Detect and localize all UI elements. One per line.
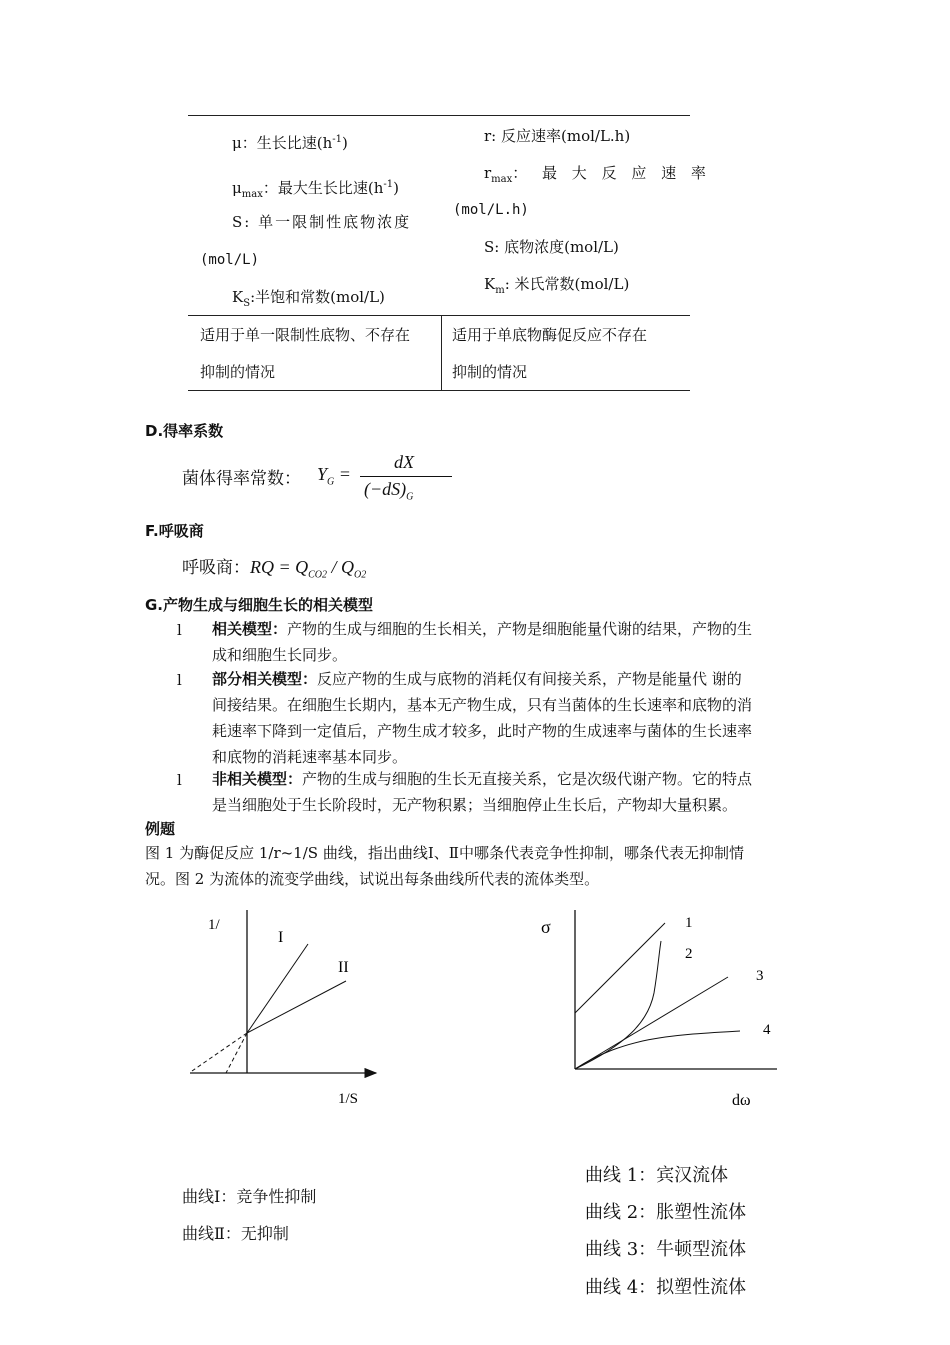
curve-2-dilatant xyxy=(575,941,661,1069)
curve-1-extension xyxy=(226,1033,247,1073)
fig2-curve-4-label: 4 xyxy=(763,1022,771,1038)
table-ks: $K_S$:半饱和常数(mol/L) xyxy=(232,288,385,309)
answer-curve-2-fig1: 曲线Ⅱ：无抑制 xyxy=(182,1224,289,1243)
table-top-rule xyxy=(188,115,690,116)
table-mumax: $\mu_{max}$：最大生长比速$(h^{-1})$ xyxy=(232,179,399,200)
fig2-curve-1-label: 1 xyxy=(685,915,693,931)
answer-curve-2-fig2: 曲线 2：胀塑性流体 xyxy=(585,1202,747,1223)
item-partial: 部分相关模型：反应产物的生成与底物的消耗仅有间接关系，产物是能量代 谢的 间接结果。在细胞生长期内，基本无产物生成，只有当菌体的生长速率和底物的消 耗速率下降到一定值后，产物生成才较多，此时产物的生成速率与菌体的生长速率 和底物的消耗速率基本同步。 xyxy=(212,670,753,766)
bullet-1: l xyxy=(177,621,182,639)
fig1-y-label: 1/ xyxy=(208,917,220,933)
table-bottom-rule xyxy=(188,390,690,391)
table-bottom-left-2: 抑制的情况 xyxy=(200,363,276,381)
fig1-curve-2-label: II xyxy=(338,959,349,976)
table-rmax-line2: (mol/L.h) xyxy=(453,202,529,218)
curve-2-extension xyxy=(192,1033,247,1071)
fig2-y-label: σ xyxy=(541,917,551,937)
example-text: 图 1 为酶促反应 1/r~1/S 曲线，指出曲线Ⅰ、Ⅱ中哪条代表竞争性抑制，哪条代表无抑制情 况。图 2 为流体的流变学曲线，试说出每条曲线所代表的流体类型。 xyxy=(145,844,744,888)
answer-curve-4-fig2: 曲线 4：拟塑性流体 xyxy=(585,1277,747,1298)
curve-3-newtonian xyxy=(575,977,728,1069)
table-bottom-right-1: 适用于单底物酶促反应不存在 xyxy=(452,326,648,344)
item-unrelated: 非相关模型：产物的生成与细胞的生长无直接关系，它是次级代谢产物。它的特点 是当细胞处于生长阶段时，无产物积累；当细胞停止生长后，产物却大量积累。 xyxy=(212,770,753,814)
answer-curve-1-fig1: 曲线Ⅰ：竞争性抑制 xyxy=(182,1187,317,1206)
table-km: $K_m$: 米氏常数(mol/L) xyxy=(484,275,630,296)
fig2-x-label: dω xyxy=(732,1092,751,1109)
figure-2-rheology xyxy=(530,905,790,1115)
fig1-curve-1-label: I xyxy=(278,929,284,946)
section-f-title: F.呼吸商 xyxy=(145,522,204,540)
answer-curve-3-fig2: 曲线 3：牛顿型流体 xyxy=(585,1239,747,1260)
curve-4-pseudoplastic xyxy=(575,1031,740,1069)
fig2-curve-2-label: 2 xyxy=(685,946,693,962)
fig1-x-label: 1/S xyxy=(338,1091,359,1107)
table-bottom-left-1: 适用于单一限制性底物、不存在 xyxy=(200,326,411,344)
table-bottom-right-2: 抑制的情况 xyxy=(452,363,528,381)
section-d-title: D.得率系数 xyxy=(145,422,224,440)
example-title: 例题 xyxy=(145,820,176,838)
item-related: 相关模型：产物的生成与细胞的生长相关，产物是细胞能量代谢的结果，产物的生 成和细胞生长同步。 xyxy=(212,620,753,664)
table-col-divider xyxy=(441,316,442,390)
curve-2-line xyxy=(247,981,346,1033)
bullet-2: l xyxy=(177,671,182,689)
rq-formula: 呼吸商：RQ = $Q_{CO2} / Q_{O2}$ xyxy=(182,557,367,581)
curve-1-bingham xyxy=(575,923,665,1013)
table-s-line1: S: 单一限制性底物浓度 xyxy=(232,213,412,231)
table-mu: μ：生长比速$(h^{-1})$ xyxy=(232,134,348,152)
table-r: r: 反应速率(mol/L.h) xyxy=(484,127,631,145)
section-g-title: G.产物生成与细胞生长的相关模型 xyxy=(145,596,374,614)
table-s-right: S: 底物浓度(mol/L) xyxy=(484,238,619,256)
fig2-curve-3-label: 3 xyxy=(756,968,764,984)
table-s-line2: (mol/L) xyxy=(200,252,260,268)
table-rmax: $r_{max}$： 最 大 反 应 速 率 xyxy=(484,164,711,185)
figure-1-lineweaver-burk xyxy=(180,905,400,1115)
bullet-3: l xyxy=(177,771,182,789)
curve-1-line xyxy=(247,944,308,1033)
table-mid-rule xyxy=(188,315,690,316)
answer-curve-1-fig2: 曲线 1：宾汉流体 xyxy=(585,1165,729,1186)
